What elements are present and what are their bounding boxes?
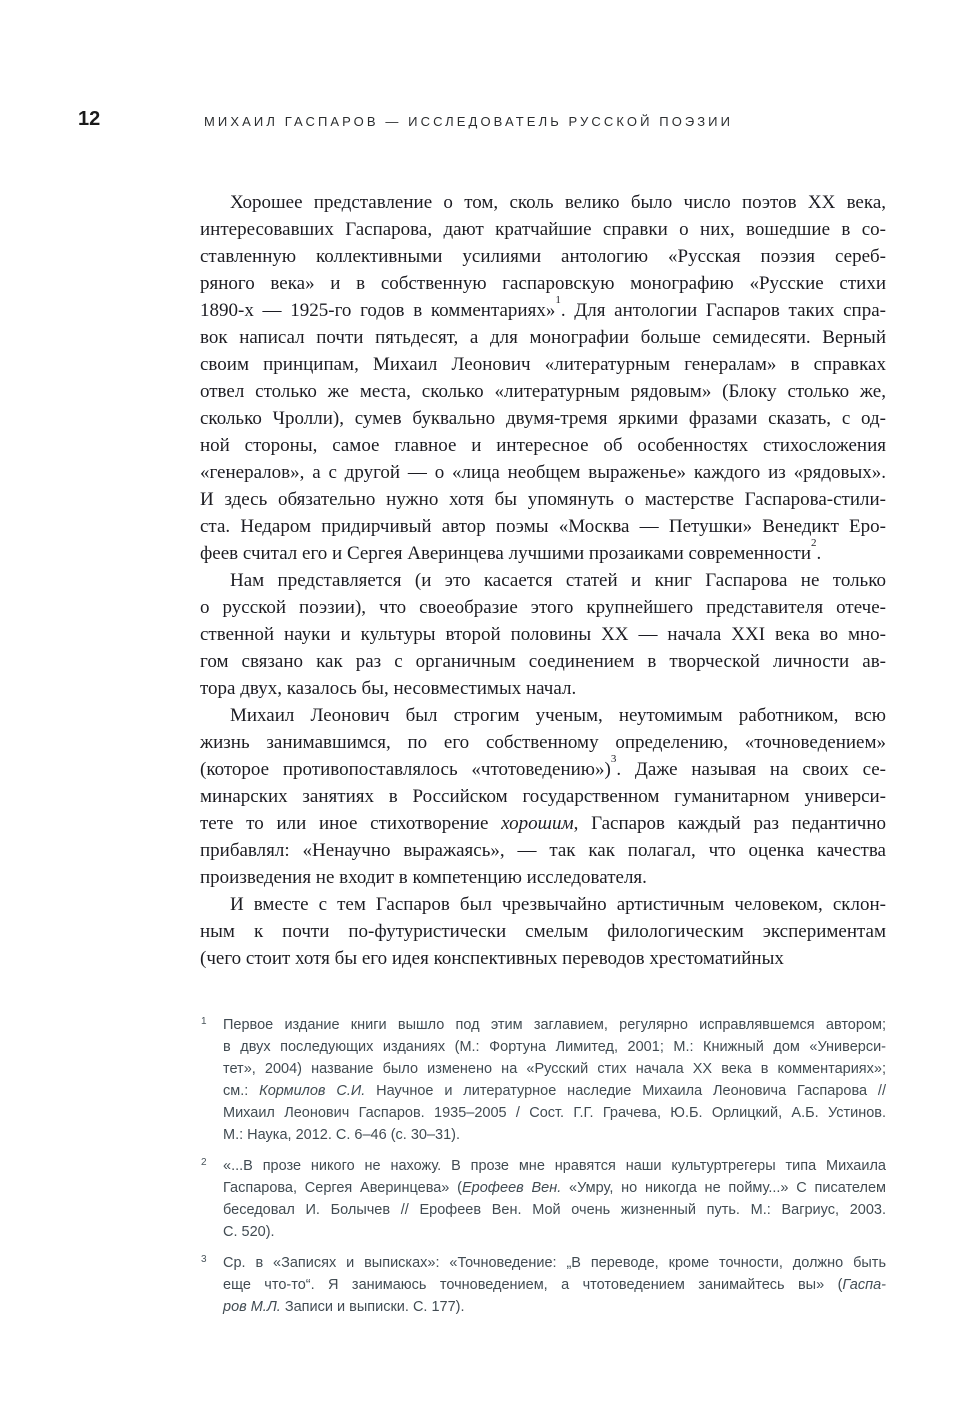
text-segment: 1890-х — 1925-го годов в комментариях» [200, 300, 556, 321]
text-line [200, 486, 886, 513]
text-segment: М.: Наука, 2012. С. 6–46 (с. 30–31). [223, 1127, 461, 1143]
footnote-number: 1 [201, 1016, 207, 1027]
text-segment: Кормилов С.И. [259, 1083, 366, 1099]
text-line [200, 513, 886, 540]
text-segment: (которое противопоставлялось «чтотоведению») [200, 759, 611, 780]
text-segment: своим принципам, Михаил Леонович «литературным генералам» в справках [200, 354, 886, 375]
text-line [200, 810, 886, 837]
text-segment: жизнь занимавшимся, по его собственному определению, «точноведением» [200, 732, 886, 753]
text-segment: ственной науки и культуры второй половины XX — начала XXI века во мно- [200, 624, 886, 645]
text-segment: ставленную коллективными усилиями антологию «Русская поэзия сереб- [200, 246, 886, 267]
text-segment: Михаил Леонович был строгим ученым, неутомимым работником, всю [230, 705, 886, 726]
text-line [223, 1014, 886, 1036]
text-line [200, 837, 886, 864]
footnote [200, 1155, 886, 1243]
text-line [223, 1058, 886, 1080]
text-line [200, 405, 886, 432]
text-segment: сколько Чролли), сумев буквально двумя-тремя яркими фразами сказать, с од- [200, 408, 886, 429]
paragraph [200, 702, 886, 891]
text-line [200, 378, 886, 405]
text-line [200, 891, 886, 918]
text-segment: «...В прозе никого не нахожу. В прозе мне нравятся наши культуртрегеры типа Михаила [223, 1158, 886, 1174]
text-line [200, 459, 886, 486]
text-line [200, 752, 886, 783]
text-line [200, 864, 886, 891]
text-segment: И здесь обязательно нужно хотя бы упомянуть о мастерстве Гаспарова-стили- [200, 489, 886, 510]
paragraph [200, 891, 886, 972]
text-segment: гом связано как раз с органичным соединением в творческой личности ав- [200, 651, 886, 672]
text-line [200, 432, 886, 459]
text-segment: ным к почти по-футуристически смелым филологическим экспериментам [200, 921, 886, 942]
text-line [223, 1221, 886, 1243]
paragraph [200, 567, 886, 702]
text-segment: см.: [223, 1083, 260, 1099]
text-segment: хорошим [501, 813, 574, 834]
text-segment: Ерофеев Вен. [461, 1180, 562, 1196]
text-segment: Гаспа- [842, 1277, 886, 1293]
body-text [200, 189, 886, 972]
text-segment: тете то или иное стихотворение [200, 813, 502, 834]
page-number: 12 [78, 108, 101, 130]
text-line [200, 536, 886, 567]
footnote [200, 1252, 886, 1318]
text-line [200, 189, 886, 216]
text-line [223, 1199, 886, 1221]
text-line [200, 675, 886, 702]
text-line [200, 324, 886, 351]
text-segment: . Даже называя на своих се- [616, 759, 886, 780]
text-line [200, 918, 886, 945]
text-segment: «Умру, но никогда не пойму...» С писателем [561, 1180, 887, 1196]
text-segment: Михаил Леонович Гаспаров. 1935–2005 / Сост. Г.Г. Грачева, Ю.Б. Орлицкий, А.Б. Устинов. [223, 1105, 886, 1121]
text-segment: беседовал И. Болычев // Ерофеев Вен. Мой очень жизненный путь. М.: Вагриус, 2003. [223, 1202, 886, 1218]
running-header: МИХАИЛ ГАСПАРОВ — ИССЛЕДОВАТЕЛЬ РУССКОЙ ПОЭЗИИ [204, 114, 734, 129]
text-segment: еще что-то“. Я занимаюсь точноведением, а чтотоведением занимайтесь вы» ( [223, 1277, 843, 1293]
text-segment: . Для антологии Гаспаров таких спра- [560, 300, 886, 321]
footnote-number: 2 [201, 1157, 207, 1168]
text-segment: тет», 2004) название было изменено на «Русский стих начала XX века в комментариях»; [223, 1061, 886, 1077]
text-line [200, 351, 886, 378]
text-segment: ста. Недаром придирчивый автор поэмы «Москва — Петушки» Венедикт Еро- [200, 516, 886, 537]
text-line [200, 729, 886, 756]
text-line [200, 293, 886, 324]
text-segment: отвел столько же места, сколько «литературным рядовым» (Блоку столько же, [200, 381, 886, 402]
text-line [223, 1296, 886, 1318]
text-segment: Нам представляется (и это касается статей и книг Гаспарова не только [230, 570, 886, 591]
text-line [223, 1036, 886, 1058]
text-line [200, 783, 886, 810]
text-line [223, 1124, 886, 1146]
text-line [200, 567, 886, 594]
paragraph [200, 189, 886, 567]
text-line [200, 648, 886, 675]
text-segment: Первое издание книги вышло под этим заглавием, регулярно исправлявшемся автором; [223, 1017, 886, 1033]
text-segment: И вместе с тем Гаспаров был чрезвычайно артистичным человеком, склон- [230, 894, 886, 915]
text-segment: (чего стоит хотя бы его идея конспективных переводов хрестоматийных [200, 948, 784, 969]
text-segment: Записи и выписки. С. 177). [280, 1299, 465, 1315]
text-segment: вок написал почти пятьдесят, а для монографии больше семидесяти. Верный [200, 327, 886, 348]
text-segment: С. 520). [223, 1224, 275, 1240]
text-segment: , Гаспаров каждый раз педантично [573, 813, 886, 834]
text-line [223, 1274, 886, 1296]
footnote-number: 3 [201, 1254, 207, 1265]
text-segment: Хорошее представление о том, сколь велико было число поэтов XX века, [230, 192, 886, 213]
text-segment: ной стороны, самое главное и интересное об особенностях стихосложения [200, 435, 886, 456]
text-line [223, 1252, 886, 1274]
footnotes-section [200, 1014, 886, 1327]
text-segment: в двух последующих изданиях (М.: Фортуна Лимитед, 2001; М.: Книжный дом «Универси- [223, 1039, 886, 1055]
text-segment: произведения не входит в компетенцию исследователя. [200, 867, 647, 888]
text-segment: «генералов», а с другой — о «лица необщем выраженье» каждого из «рядовых». [200, 462, 886, 483]
text-segment: Ср. в «Записях и выписках»: «Точноведение: „В переводе, кроме точности, должно быть [223, 1255, 886, 1271]
text-segment: Научное и литературное наследие Михаила Леоновича Гаспарова // [365, 1083, 886, 1099]
text-line [223, 1102, 886, 1124]
text-line [200, 621, 886, 648]
footnote [200, 1014, 886, 1146]
text-segment: ров М.Л. [223, 1299, 281, 1315]
text-line [223, 1155, 886, 1177]
text-segment: о русской поэзии), что своеобразие этого крупнейшего представителя отече- [200, 597, 886, 618]
footnote-reference: 2 [811, 536, 817, 549]
text-segment: минарских занятиях в Российском государственном гуманитарном универси- [200, 786, 886, 807]
text-line [200, 702, 886, 729]
text-segment: интересовавших Гаспарова, дают кратчайшие справки о них, вошедшие в со- [200, 219, 886, 240]
text-line [223, 1177, 886, 1199]
text-segment: ряного века» и в собственную гаспаровскую монографию «Русские стихи [200, 273, 886, 294]
text-line [200, 270, 886, 297]
text-line [200, 216, 886, 243]
text-line [200, 945, 886, 972]
text-segment: тора двух, казалось бы, несовместимых начал. [200, 678, 577, 699]
text-line [200, 594, 886, 621]
text-segment: Гаспарова, Сергея Аверинцева» ( [223, 1180, 462, 1196]
text-line [200, 243, 886, 270]
text-line [223, 1080, 886, 1102]
footnote-reference: 1 [555, 293, 561, 306]
text-segment: феев считал его и Сергея Аверинцева лучшими прозаиками современности [200, 543, 811, 564]
footnote-reference: 3 [610, 752, 617, 765]
text-segment: прибавлял: «Ненаучно выражаясь», — так как полагал, что оценка качества [200, 840, 886, 861]
text-segment: . [816, 543, 822, 564]
